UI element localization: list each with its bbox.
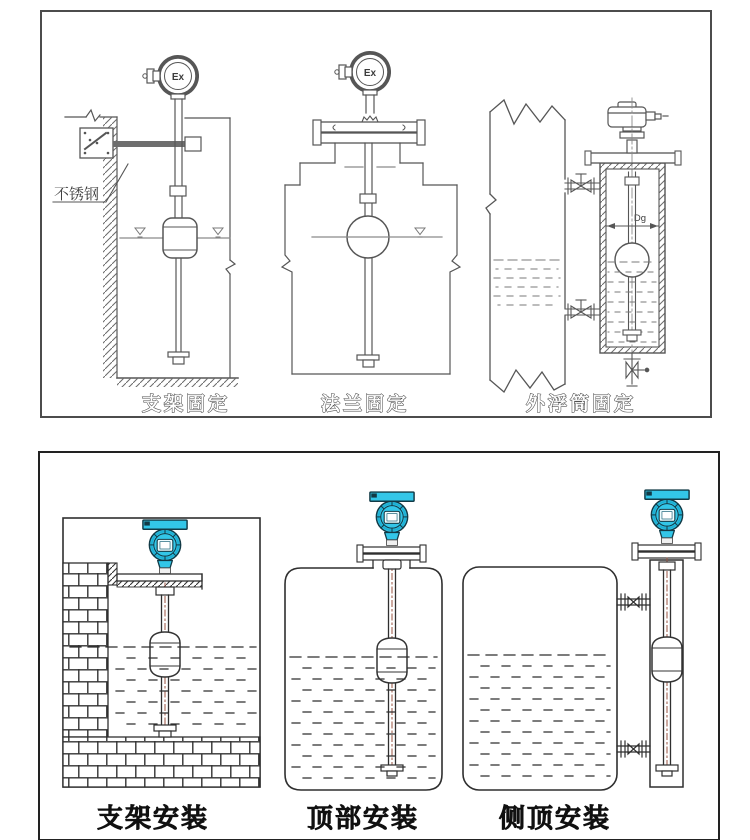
junction-box-icon <box>608 102 668 153</box>
float-icon <box>163 218 197 258</box>
caption-bracket-install: 支架安装 <box>96 803 210 833</box>
float-capsule-icon <box>652 637 682 682</box>
float-capsule-icon <box>150 632 180 677</box>
isolation-valve-icon <box>565 174 600 194</box>
diagram-external-chamber-fixing <box>486 98 681 415</box>
caption-flange-fixing: 法兰固定 <box>320 394 410 415</box>
float-capsule-icon <box>377 638 407 683</box>
ex-label: Ex <box>171 72 185 83</box>
diagram-top-install <box>285 492 442 833</box>
pit-floor-hatch <box>117 378 238 387</box>
wall-cap <box>108 563 117 585</box>
diagram-bracket-install <box>63 518 260 833</box>
material-label: 不锈钢 <box>54 186 100 203</box>
connection-valve-icon <box>617 741 650 757</box>
smart-transmitter-icon <box>370 492 414 545</box>
dg-label: Dg <box>633 213 647 224</box>
diagram-flange-fixing <box>282 53 460 416</box>
caption-side-top-install: 侧顶安装 <box>498 803 612 833</box>
ex-transmitter-head-icon <box>335 53 390 96</box>
flange-icon <box>632 543 701 560</box>
caption-bracket-fixing: 支架固定 <box>141 394 231 415</box>
bottom-panel-installation-methods <box>38 451 720 840</box>
bracket-plate-icon <box>80 128 201 158</box>
water-level-mark-icon <box>213 228 223 237</box>
caption-external-chamber-fixing: 外浮筒固定 <box>525 394 637 415</box>
water-level-mark-icon <box>415 228 425 237</box>
caption-top-install: 顶部安装 <box>306 803 420 833</box>
ex-transmitter-head-icon <box>143 57 198 100</box>
vessel-liquid <box>494 260 560 305</box>
tank <box>463 567 617 790</box>
brick-wall <box>63 563 108 737</box>
water-level-mark-icon <box>135 228 145 237</box>
drain-valve-icon <box>624 353 649 386</box>
isolation-valve-icon <box>565 300 600 320</box>
brick-floor <box>63 737 260 787</box>
diagram-bracket-fixing <box>53 57 238 416</box>
top-panel-fixing-methods <box>40 10 712 418</box>
bracket-arm <box>113 141 192 147</box>
flange-icon <box>313 120 425 145</box>
ex-label: Ex <box>363 68 377 79</box>
connection-valve-icon <box>617 594 650 610</box>
storage-vessel <box>486 100 565 392</box>
smart-transmitter-icon <box>645 490 689 543</box>
diagram-side-top-install <box>463 490 701 833</box>
